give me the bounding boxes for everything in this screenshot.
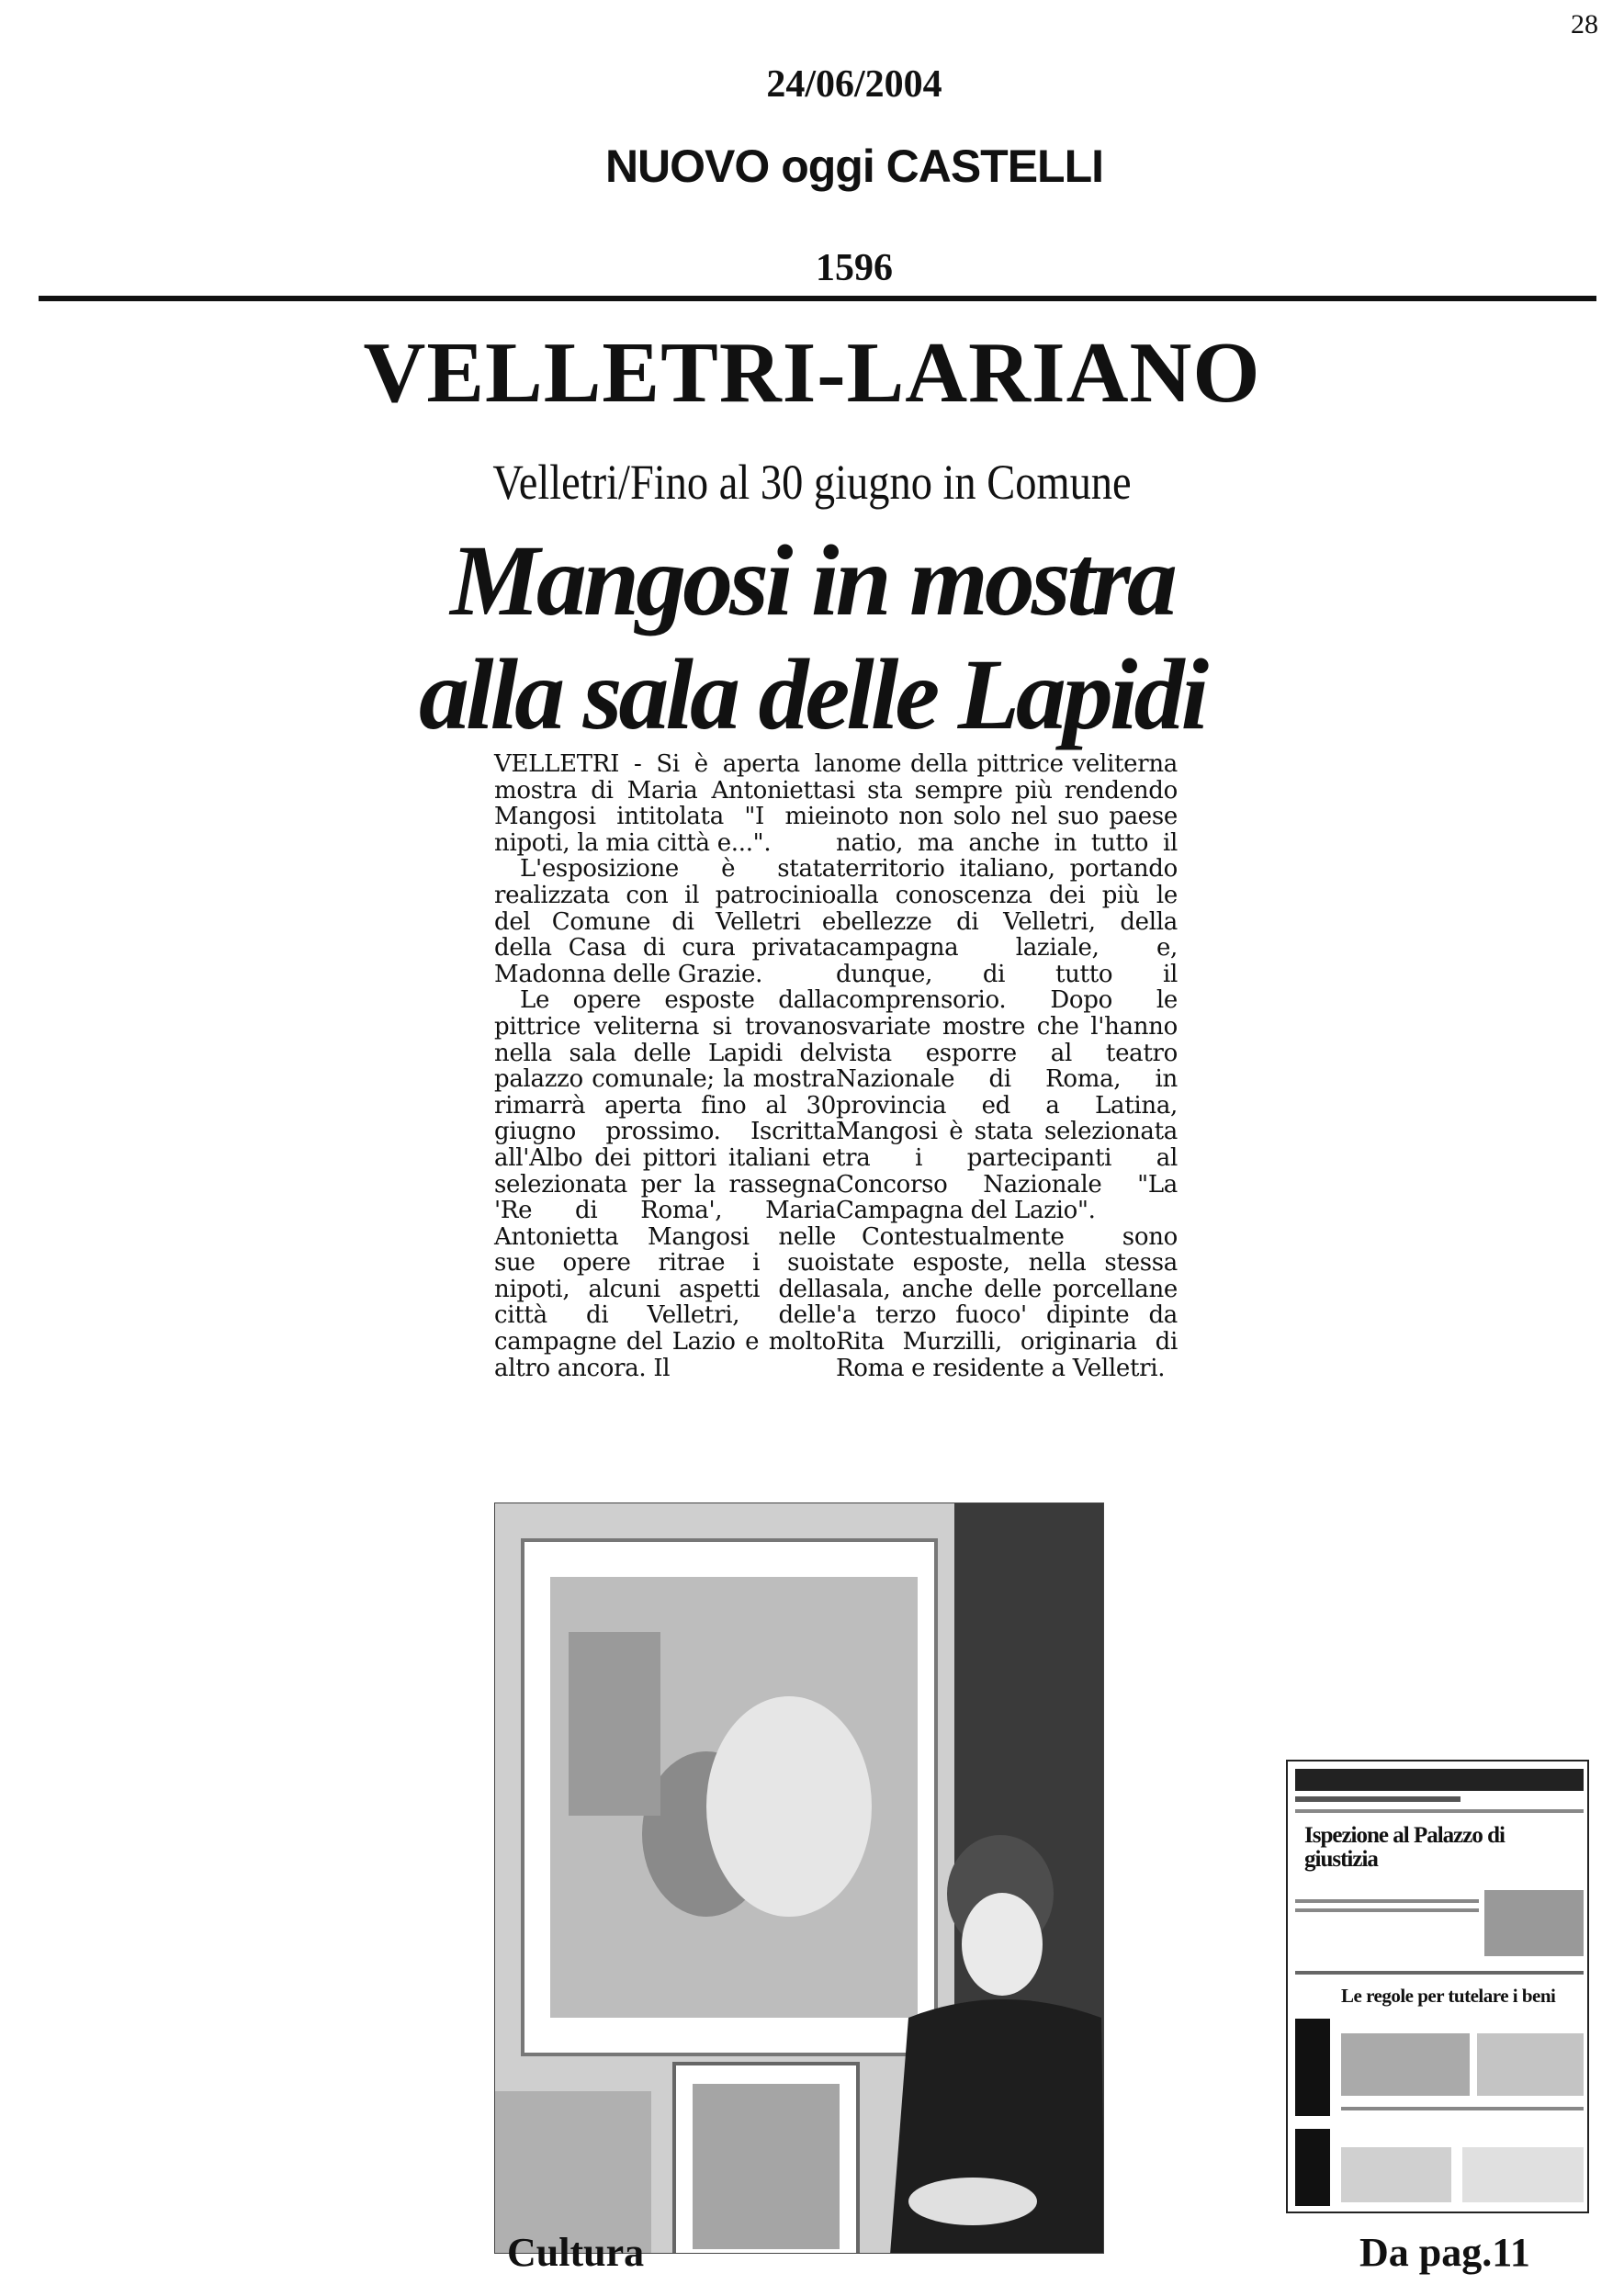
source-page-reference: Da pag.11 [1359,2230,1530,2275]
article-column-right [836,751,1178,1381]
paragraph: Contestualmente sono state esposte, nella stessa sala, anche delle porcellane 'a terzo fuoco' dipinte da Rita Murzilli, originaria di Roma e residente a Velletri. [836,1222,1178,1382]
article-headline [0,523,1624,751]
section-heading: VELLETRI-LARIANO [363,325,1261,421]
publication-name: NUOVO oggi CASTELLI [604,141,1104,192]
page-number: 28 [1571,9,1598,39]
article-kicker: Velletri/Fino al 30 giugno in Comune [492,455,1132,510]
article-photo [494,1503,1104,2254]
article-column-left [494,751,836,1381]
thumbnail-headline-2: Le regole per tutelare i beni [1341,1985,1556,2007]
issue-number: 1596 [816,247,893,289]
thumbnail-headline-1: Ispezione al Palazzo di giustizia [1304,1823,1505,1872]
header-divider [39,296,1596,301]
artist-with-paintings-image [495,1503,1104,2254]
paragraph: Le opere esposte dalla pittrice veliterna si trovano nella sala delle Lapidi del palazzo comunale; la mostra rimarrà aperta fino al 30 giugno prossimo. Iscritta all'Albo dei pittori italiani e selezionata per la rassegna 'Re di Roma', Maria Antonietta Mangosi nelle sue opere ritrae i suoi nipoti, alcuni aspetti della città di Velletri, delle campagne del Lazio e molto altro ancora. Il [494,986,836,1382]
source-page-thumbnail [1286,1760,1589,2213]
paragraph: L'esposizione è stata realizzata con il patrocinio del Comune di Velletri e della Casa di cura privata Madonna delle Grazie. [494,855,836,988]
publication-date: 24/06/2004 [766,63,942,106]
paragraph: VELLETRI - Si è aperta la mostra di Maria Antonietta Mangosi intitolata "I miei nipoti, la mia città e...". [494,750,836,857]
headline-line-1: Mangosi in mostra [450,524,1174,636]
section-label: Cultura [507,2230,645,2275]
paragraph: nome della pittrice veliterna si sta sempre più rendendo noto non solo nel suo paese natio, ma anche in tutto il territorio italiano, portando alla conoscenza dei più le bellezze di Velletri, della campagna laziale, e, dunque, di tutto il comprensorio. Dopo le svariate mostre che l'hanno vista esporre al teatro Nazionale di Roma, in provincia ed a Latina, Mangosi è stata selezionata tra i partecipanti al Concorso Nazionale "La Campagna del Lazio". [836,750,1178,1225]
headline-line-2: alla sala delle Lapidi [418,638,1206,750]
